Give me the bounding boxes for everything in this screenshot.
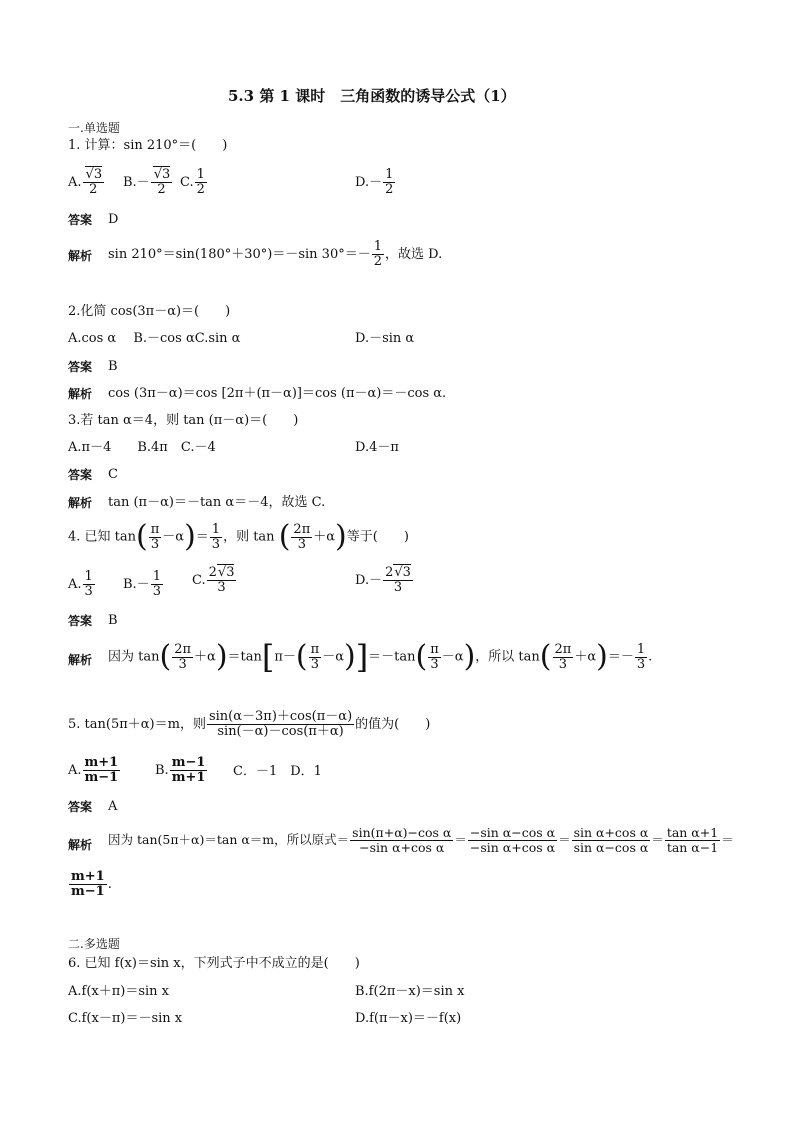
q3-analysis-label: 解析 (68, 496, 93, 510)
section-single-choice: 一.单选题 (68, 121, 120, 135)
q5-option-b: B. $\frac{m-1}{m+1}$ (155, 755, 206, 785)
page-title: 5.3 第 1 课时 三角函数的诱导公式（1） (228, 87, 516, 105)
q5-answer: A (108, 799, 118, 814)
q5-analysis: 因为 tan(5π＋α)＝tan α＝m，所以原式＝ $\frac{\text{sin(π+α)−cos α}}{\text{−sin α+cos α}}$ ＝ $\frac{\text{−sin α−cos α}}{\text{−sin α+cos α}}$ ＝ $\frac{\text{sin α+cos α}}{\text{sin α−cos α}}$ ＝ $\frac{\text{tan α+1}}{\text{tan α−1}}$ ＝ (108, 825, 734, 855)
q3-stem: 3.若 tan α＝4，则 tan (π－α)＝( ) (68, 413, 299, 428)
q5-analysis-result: $\frac{m+1}{m-1}$ . (71, 869, 112, 899)
q5-analysis-label: 解析 (68, 838, 93, 852)
q6-option-d: D.f(π－x)＝－f(x) (355, 1011, 462, 1026)
q1-option-a: A. $\frac{√3}{2}$ (68, 167, 103, 197)
q5-options-cd: C．－1 D．1 (233, 764, 322, 779)
q3-option-d: D.4－π (355, 440, 399, 455)
q1-stem: 1. 计算：sin 210°＝( ) (68, 138, 228, 153)
q1-answer-label: 答案 (68, 213, 93, 227)
q1-option-b: B.－ $\frac{√3}{2}$ (123, 167, 171, 197)
q6-stem: 6. 已知 f(x)＝sin x，下列式子中不成立的是( ) (68, 956, 360, 971)
q3-answer-label: 答案 (68, 468, 93, 482)
q4-stem: 4. 已知 tan( $\frac{\pi}{3}$ －α)＝ $\frac{1}{3}$ ，则 tan ( $\frac{2\pi}{3}$ ＋α)等于( ) (68, 519, 409, 554)
q1-option-c: C. $\frac{1}{2}$ (180, 167, 205, 197)
q2-stem: 2.化简 cos(3π－α)＝( ) (68, 304, 231, 319)
q1-analysis-label: 解析 (68, 249, 93, 263)
q1-analysis: sin 210°＝sin(180°＋30°)＝－sin 30°＝－ $\frac{1}{2}$ ，故选 D. (108, 239, 443, 269)
q3-answer: C (108, 467, 118, 482)
q5-option-a: A. $\frac{m+1}{m-1}$ (68, 755, 119, 785)
q4-option-a: A. $\frac{1}{3}$ (68, 569, 93, 599)
q2-option-d: D.－sin α (355, 331, 415, 346)
q2-answer-label: 答案 (68, 360, 93, 374)
section-multi-choice: 二.多选题 (68, 937, 120, 951)
q4-option-d: D.－ $\frac{2√3}{3}$ (355, 565, 411, 595)
q4-analysis-label: 解析 (68, 653, 93, 667)
q2-answer: B (108, 359, 118, 374)
q6-option-a: A.f(x＋π)＝sin x (68, 984, 170, 999)
q2-options-abc: A.cos α B.－cos αC.sin α (68, 331, 241, 346)
q5-answer-label: 答案 (68, 800, 93, 814)
q4-answer-label: 答案 (68, 614, 93, 628)
q6-option-b: B.f(2π－x)＝sin x (355, 984, 465, 999)
q4-analysis: 因为 tan( $\frac{2\pi}{3}$ ＋α)＝tan[π－( $\frac{\pi}{3}$ －α)]＝－tan( $\frac{\pi}{3}$ －α)，所以 tan( $\frac{2\pi}{3}$ ＋α)＝－ $\frac{1}{3}$ . (108, 638, 653, 676)
q5-stem: 5. tan(5π＋α)＝m，则 $\frac{\sin(\alpha-3\pi)+\cos(\pi-\alpha)}{\sin(-\alpha)-\cos(\pi+\alpha)}$ 的值为( ) (68, 709, 431, 739)
q6-option-c: C.f(x－π)＝－sin x (68, 1011, 183, 1026)
q3-analysis: tan (π－α)＝－tan α＝－4，故选 C. (108, 495, 326, 510)
q3-options-abc: A.π－4 B.4π C.－4 (68, 440, 216, 455)
q2-analysis-label: 解析 (68, 387, 93, 401)
q4-option-c: C. $\frac{2√3}{3}$ (192, 565, 235, 595)
q1-option-d: D.－ $\frac{1}{2}$ (355, 167, 394, 197)
q2-analysis: cos (3π－α)＝cos [2π＋(π－α)]＝cos (π－α)＝－cos α. (108, 386, 447, 401)
q4-answer: B (108, 613, 118, 628)
q4-option-b: B.－ $\frac{1}{3}$ (123, 569, 161, 599)
q1-answer: D (108, 212, 119, 227)
